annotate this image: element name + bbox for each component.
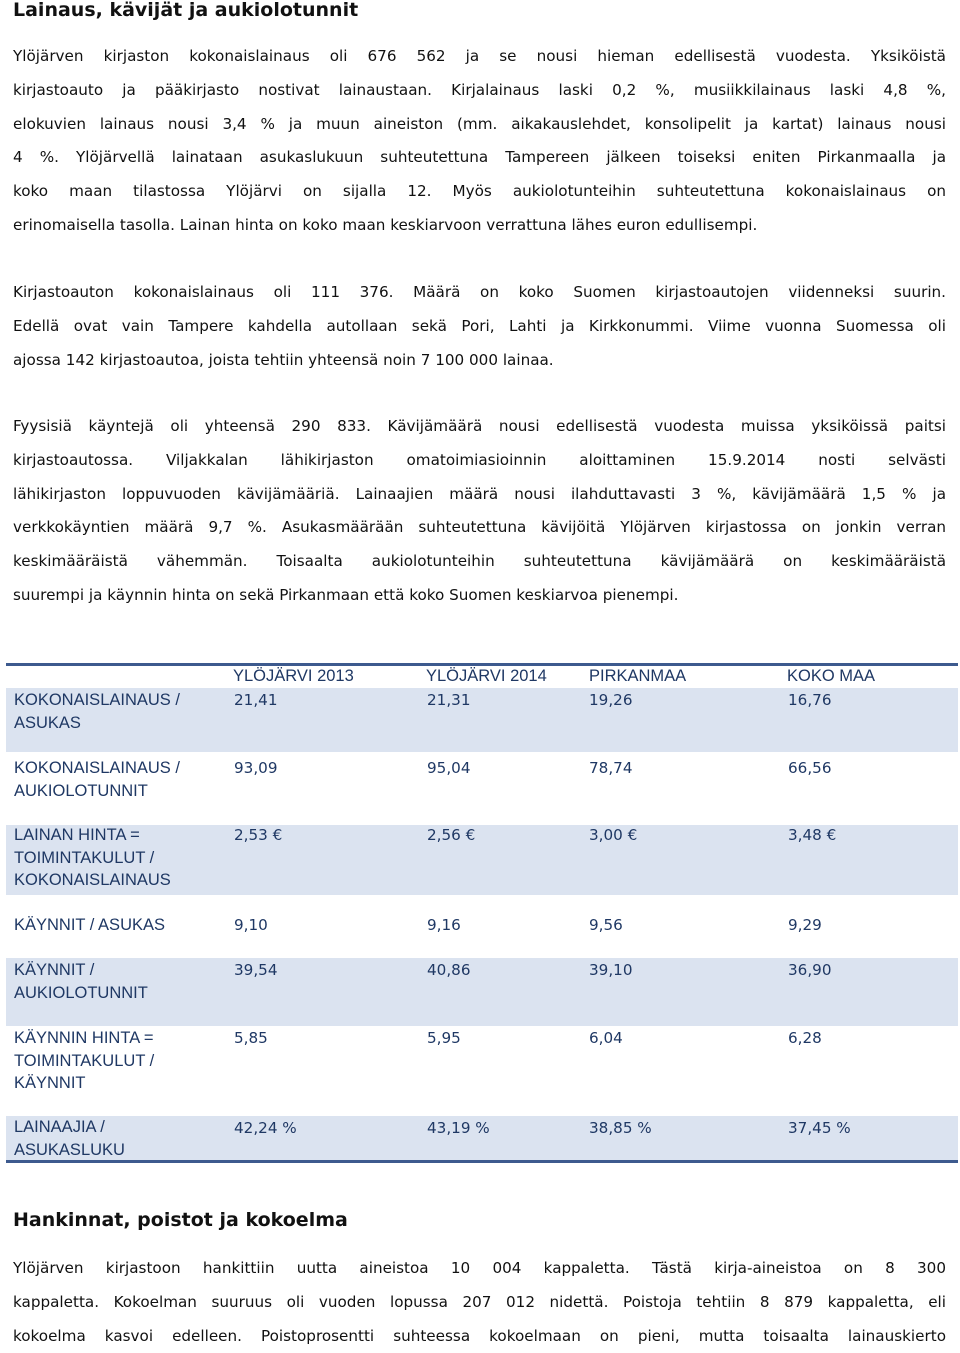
table-cell: 95,04 — [427, 759, 471, 777]
row-label: KOKONAISLAINAUS / AUKIOLOTUNNIT — [14, 759, 180, 800]
table-cell: 9,29 — [788, 916, 822, 934]
table-cell: 21,31 — [427, 691, 471, 709]
table-cell: 36,90 — [788, 961, 832, 979]
table-cell: 9,16 — [427, 916, 461, 934]
column-header: YLÖJÄRVI 2013 — [233, 667, 354, 685]
section-title-lending: Lainaus, kävijät ja aukiolotunnit — [13, 0, 359, 21]
column-header: KOKO MAA — [787, 667, 876, 685]
paragraph-visits — [13, 410, 946, 613]
table-top-rule — [6, 663, 958, 666]
table-bottom-rule — [6, 1160, 958, 1163]
statistics-table — [6, 660, 958, 1165]
table-cell: 6,28 — [788, 1029, 822, 1047]
text-line: Ylöjärven kirjaston kokonaislainaus oli 676 562 ja se nousi hieman edellisestä vuodesta. Yksiköistä — [13, 47, 946, 65]
table-cell: 9,10 — [234, 916, 268, 934]
text-line: suurempi ja käynnin hinta on sekä Pirkanmaan että koko Suomen keskiarvoa pienempi. — [13, 585, 679, 604]
text-line: kirjastoautossa. Viljakkalan lähikirjaston omatoimiasioinnin aloittaminen 15.9.2014 nosti selvästi — [13, 450, 946, 469]
table-cell: 39,10 — [589, 961, 633, 979]
text-line: 4 %. Ylöjärvellä lainataan asukaslukuun suhteutettuna Tampereen jälkeen toiseksi eniten Pirkanmaalla ja — [13, 148, 946, 167]
table-cell: 39,54 — [234, 961, 278, 979]
paragraph-lending — [13, 40, 946, 243]
table-cell: 19,26 — [589, 691, 633, 709]
table-cell: 9,56 — [589, 916, 623, 934]
text-line: ajossa 142 kirjastoautoa, joista tehtiin yhteensä noin 7 100 000 lainaa. — [13, 350, 554, 369]
text-line: Fyysisiä käyntejä oli yhteensä 290 833. Kävijämäärä nousi edellisestä vuodesta muissa yksiköissä paitsi — [13, 417, 946, 435]
row-label: LAINAAJIA / ASUKASLUKU — [14, 1118, 125, 1159]
row-label: KÄYNNIT / AUKIOLOTUNNIT — [14, 961, 148, 1002]
column-header: PIRKANMAA — [589, 667, 687, 685]
row-label: KOKONAISLAINAUS / ASUKAS — [14, 691, 180, 732]
table-cell: 93,09 — [234, 759, 278, 777]
column-header: YLÖJÄRVI 2014 — [426, 667, 547, 685]
paragraph-acquisitions — [13, 1252, 946, 1353]
text-line: keskimääräistä vähemmän. Toisaalta aukiolotunteihin suhteutettuna kävijämäärä on keskimääräistä — [13, 552, 946, 571]
text-line: kirjastoauto ja pääkirjasto nostivat lainaustaan. Kirjalainaus laski 0,2 %, musiikkilainaus laski 4,8 %, — [13, 80, 946, 99]
row-label: KÄYNNIN HINTA = TOIMINTAKULUT / KÄYNNIT — [14, 1029, 155, 1092]
row-label: KÄYNNIT / ASUKAS — [14, 916, 165, 934]
table-cell: 43,19 % — [427, 1119, 490, 1137]
table-cell: 42,24 % — [234, 1119, 297, 1137]
paragraph-bookmobile — [13, 276, 946, 377]
table-cell: 3,48 € — [788, 826, 837, 844]
text-line: verkkokäyntien määrä 9,7 %. Asukasmäärään suhteutettuna kävijöitä Ylöjärven kirjastossa on jonkin verran — [13, 518, 946, 537]
row-label: LAINAN HINTA = TOIMINTAKULUT / KOKONAISLAINAUS — [14, 826, 171, 889]
text-line: Ylöjärven kirjastoon hankittiin uutta aineistoa 10 004 kappaletta. Tästä kirja-aineistoa on 8 300 — [13, 1259, 946, 1277]
table-cell: 21,41 — [234, 691, 278, 709]
text-line: Edellä ovat vain Tampere kahdella autollaan sekä Pori, Lahti ja Kirkkonummi. Viime vuonna Suomessa oli — [13, 316, 946, 335]
table-cell: 2,56 € — [427, 826, 476, 844]
text-line: koko maan tilastossa Ylöjärvi on sijalla 12. Myös aukiolotunteihin suhteutettuna kokonaislainaus on — [13, 182, 946, 201]
text-line: kappaletta. Kokoelman suuruus oli vuoden lopussa 207 012 nidettä. Poistoja tehtiin 8 879 kappaletta, eli — [13, 1292, 946, 1311]
table-cell: 66,56 — [788, 759, 832, 777]
text-line: lähikirjaston loppuvuoden kävijämääriä. Lainaajien määrä nousi ilahduttavasti 3 %, kävijämäärä 1,5 % ja — [13, 484, 946, 503]
table-cell: 2,53 € — [234, 826, 283, 844]
table-cell: 6,04 — [589, 1029, 623, 1047]
table-cell: 5,85 — [234, 1029, 268, 1047]
table-cell: 3,00 € — [589, 826, 638, 844]
section-title-acquisitions: Hankinnat, poistot ja kokoelma — [13, 1209, 348, 1231]
table-cell: 5,95 — [427, 1029, 461, 1047]
text-line: elokuvien lainaus nousi 3,4 % ja muun aineiston (mm. aikakauslehdet, konsolipelit ja kartat) lainaus nousi — [13, 114, 946, 133]
table-cell: 16,76 — [788, 691, 832, 709]
table-cell: 37,45 % — [788, 1119, 851, 1137]
table-cell: 40,86 — [427, 961, 471, 979]
text-line: Kirjastoauton kokonaislainaus oli 111 376. Määrä on koko Suomen kirjastoautojen viidenneksi suurin. — [13, 283, 946, 301]
text-line: erinomaisella tasolla. Lainan hinta on koko maan keskiarvoon verrattuna lähes euron edullisempi. — [13, 215, 758, 234]
table-cell: 78,74 — [589, 759, 633, 777]
table-cell: 38,85 % — [589, 1119, 652, 1137]
text-line: kokoelma kasvoi edelleen. Poistoprosentti suhteessa kokoelmaan on pieni, mutta toisaalta lainauskierto — [13, 1326, 946, 1345]
